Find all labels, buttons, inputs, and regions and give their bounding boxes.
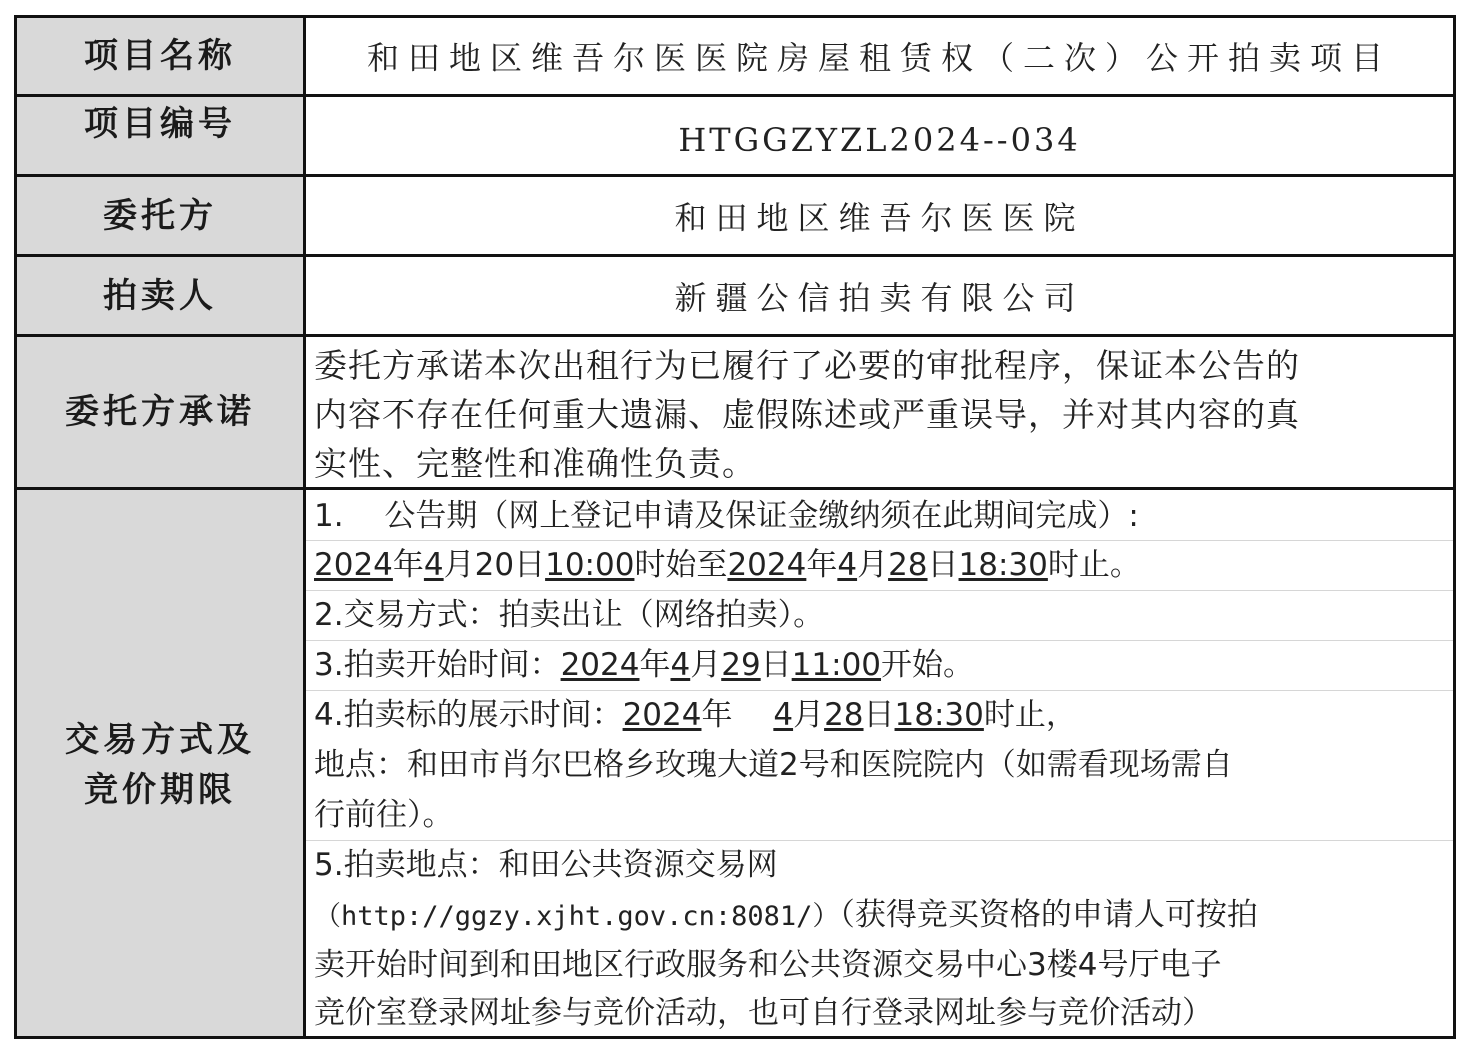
item5-text: （获得竞买资格的申请人可按拍 xyxy=(839,897,1258,933)
unit-text: 时始至 xyxy=(634,547,728,583)
item5-url-line xyxy=(306,891,1453,941)
commitment-line: 实性、完整性和准确性负责。 xyxy=(314,444,756,483)
commitment-line: 内容不存在任何重大遗漏、虚假陈述或严重误导，并对其内容的真 xyxy=(314,395,1300,434)
auction-website-link[interactable]: （http://ggzy.xjht.gov.cn:8081/） xyxy=(314,901,840,932)
end-time: 18:30 xyxy=(958,547,1048,583)
unit-text: 月 xyxy=(857,547,889,583)
unit-text: 月 xyxy=(793,697,825,733)
item5-line3: 卖开始时间到和田地区行政服务和公共资源交易中心3楼4号厅电子 xyxy=(314,947,1222,983)
unit-text: 日 xyxy=(863,697,895,733)
project-name-label: 项目名称 xyxy=(17,18,306,94)
start-year: 2024 xyxy=(314,547,393,583)
end-day: 28 xyxy=(888,547,928,583)
unit-text: 开始。 xyxy=(881,647,975,683)
start-month: 4 xyxy=(423,547,444,583)
item4-location-cont: 行前往）。 xyxy=(306,791,1453,841)
auction-year: 2024 xyxy=(560,647,640,683)
unit-text: 年 xyxy=(701,697,774,733)
auction-time: 11:00 xyxy=(791,647,882,683)
display-day: 28 xyxy=(824,697,864,733)
item1-announcement-period: 1. 公告期（网上登记申请及保证金缴纳须在此期间完成）: xyxy=(306,492,1453,541)
unit-text: 日 xyxy=(760,647,792,683)
trading-terms-label xyxy=(17,490,306,1036)
start-day: 20日 xyxy=(474,547,546,583)
item5-line4: 竞价室登录网址参与竞价活动，也可自行登录网址参与竞价活动） xyxy=(314,995,1213,1031)
auctioneer-value: 新疆公信拍卖有限公司 xyxy=(674,278,1085,317)
entrusting-party-value: 和田地区维吾尔医医院 xyxy=(674,198,1085,237)
project-number-label: 项目编号 xyxy=(17,97,306,174)
unit-text: 年 xyxy=(392,547,424,583)
item4-display-time xyxy=(306,691,1453,741)
project-name-value: 和田地区维吾尔医医院房屋租赁权（二次）公开拍卖项目 xyxy=(366,39,1392,77)
item2-trading-method: 2.交易方式：拍卖出让（网络拍卖）。 xyxy=(306,591,1453,641)
auction-day: 29 xyxy=(721,647,761,683)
unit-text: 时止。 xyxy=(1047,547,1141,583)
row-commitment xyxy=(17,337,1453,490)
row-project-name xyxy=(17,18,1453,97)
trading-terms-label-line: 交易方式及 xyxy=(65,720,255,760)
display-year: 2024 xyxy=(622,697,702,733)
unit-text: 年 xyxy=(806,547,838,583)
row-project-number xyxy=(17,97,1453,177)
auctioneer-label: 拍卖人 xyxy=(17,257,306,334)
unit-text: 月 xyxy=(690,647,722,683)
item4-prefix: 4.拍卖标的展示时间： xyxy=(314,697,623,733)
unit-text: 年 xyxy=(639,647,671,683)
display-month: 4 xyxy=(773,697,794,733)
commitment-line: 委托方承诺本次出租行为已履行了必要的审批程序，保证本公告的 xyxy=(314,346,1300,385)
entrusting-party-label: 委托方 xyxy=(17,177,306,254)
commitment-label: 委托方承诺 xyxy=(17,337,306,487)
item3-auction-start xyxy=(306,641,1453,691)
commitment-text xyxy=(306,337,1453,487)
unit-text: 时止， xyxy=(983,697,1077,733)
row-entrusting-party xyxy=(17,177,1453,257)
trading-terms-label-line: 竞价期限 xyxy=(84,770,236,810)
item3-prefix: 3.拍卖开始时间： xyxy=(314,647,561,683)
trading-terms-content xyxy=(306,490,1453,1036)
unit-text: 月 xyxy=(443,547,475,583)
row-auctioneer xyxy=(17,257,1453,337)
item4-location: 地点：和田市肖尔巴格乡玫瑰大道2号和医院院内（如需看现场需自 xyxy=(314,747,1233,783)
end-year: 2024 xyxy=(727,547,807,583)
start-time: 10:00 xyxy=(545,547,635,583)
end-month: 4 xyxy=(837,547,858,583)
unit-text: 日 xyxy=(927,547,959,583)
row-trading-terms xyxy=(17,490,1453,1036)
auction-info-table xyxy=(14,15,1456,1039)
project-number-value: HTGGZYZL2024--034 xyxy=(678,120,1081,159)
display-time: 18:30 xyxy=(894,697,984,733)
auction-month: 4 xyxy=(670,647,691,683)
item1-dates xyxy=(306,541,1453,591)
item5-auction-venue: 5.拍卖地点：和田公共资源交易网 xyxy=(314,847,778,883)
